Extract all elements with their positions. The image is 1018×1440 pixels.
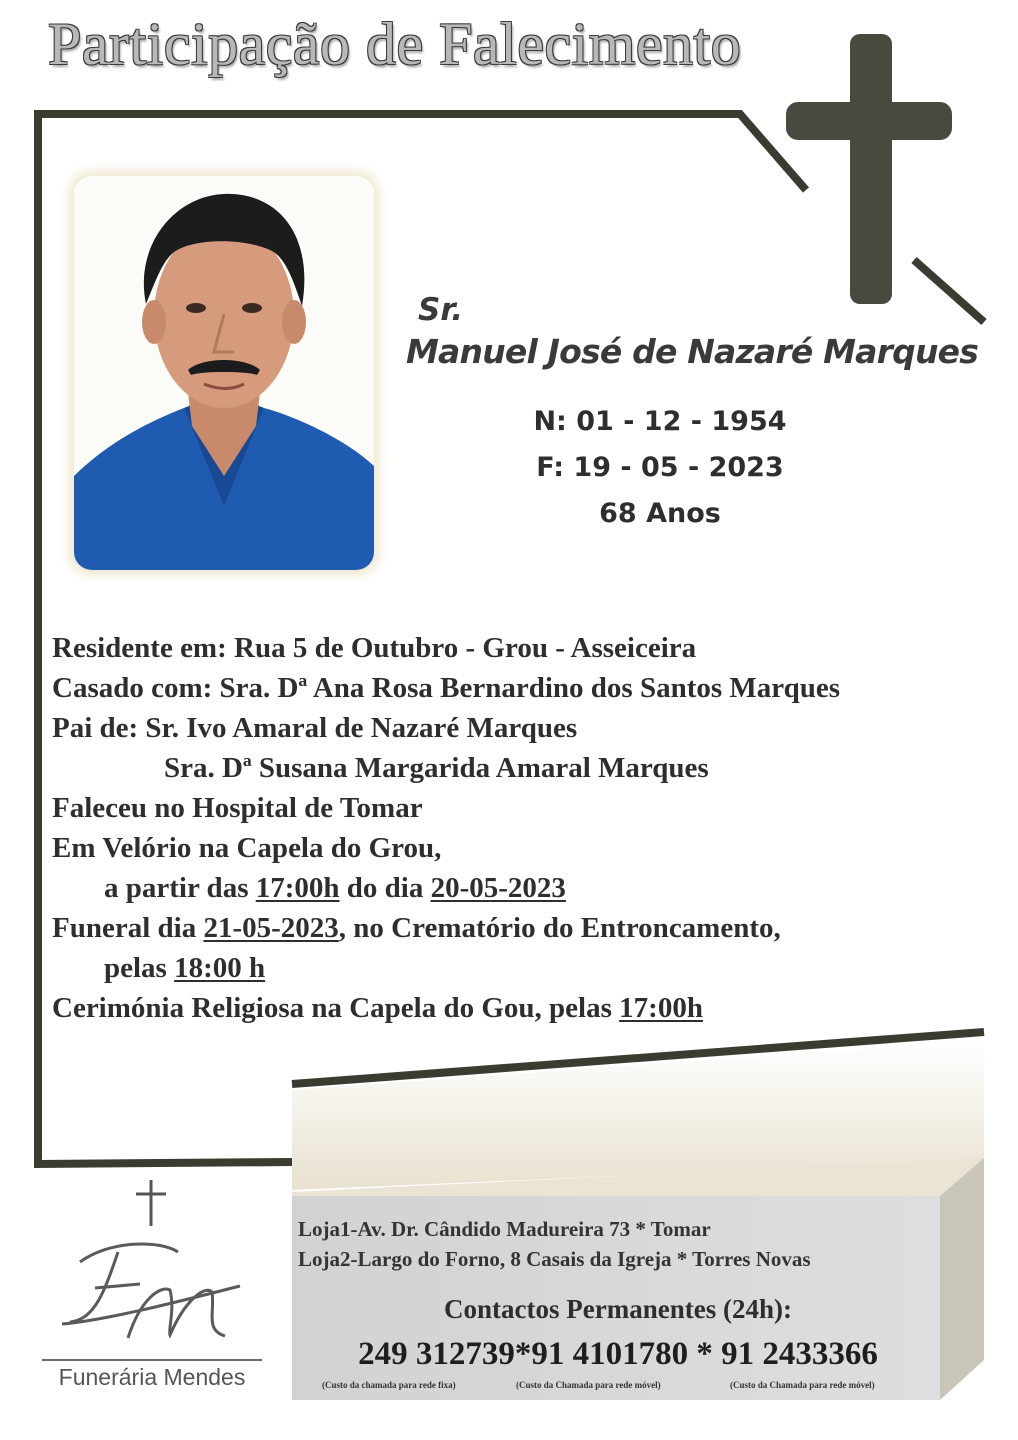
wake-date: 20-05-2023: [430, 872, 566, 904]
children-line-1: Pai de: Sr. Ivo Amaral de Nazaré Marques: [52, 712, 578, 744]
ceremony-time: 17:00h: [619, 992, 703, 1024]
funeral-prefix: Funeral dia: [52, 912, 204, 944]
wake-line: Em Velório na Capela do Grou,: [52, 832, 442, 864]
cost-note-fixed: (Custo da chamada para rede fixa): [322, 1380, 456, 1390]
wake-time: 17:00h: [255, 872, 340, 904]
wake-from-text: a partir das: [104, 872, 256, 904]
place-of-death-line: Faleceu no Hospital de Tomar: [52, 792, 423, 824]
cross-icon: [786, 34, 952, 304]
age: 68 Anos: [599, 498, 721, 529]
deceased-name: Manuel José de Nazaré Marques: [406, 332, 979, 371]
funeral-time: 18:00 h: [174, 952, 266, 984]
contacts-heading: Contactos Permanentes (24h):: [444, 1294, 792, 1324]
residence-line: Residente em: Rua 5 de Outubro - Grou - Asseiceira: [52, 632, 697, 664]
spouse-line: Casado com: Sra. Dª Ana Rosa Bernardino dos Santos Marques: [52, 672, 841, 704]
birth-date: N: 01 - 12 - 1954: [533, 406, 787, 437]
wake-time-line: [52, 868, 992, 908]
wake-day-text: do dia: [339, 872, 431, 904]
funeral-at-text: pelas: [104, 952, 175, 984]
cost-note-mobile-1: (Custo da Chamada para rede móvel): [516, 1380, 661, 1390]
honorific: Sr.: [418, 292, 463, 328]
ceremony-text: Cerimónia Religiosa na Capela do Gou, pelas: [52, 992, 620, 1024]
funeral-place: , no Crematório do Entroncamento,: [338, 912, 781, 944]
store-address-1: Loja1-Av. Dr. Cândido Madureira 73 * Tomar: [298, 1217, 711, 1241]
portrait-image: [74, 176, 374, 570]
store-address-2: Loja2-Largo do Forno, 8 Casais da Igreja * Torres Novas: [298, 1247, 811, 1271]
small-cross-icon: [136, 1180, 166, 1226]
phone-numbers: 249 312739*91 4101780 * 91 2433366: [358, 1336, 878, 1372]
funeral-home-name: Funerária Mendes: [58, 1364, 246, 1390]
children-line-2: Sra. Dª Susana Margarida Amaral Marques: [164, 752, 709, 784]
death-date: F: 19 - 05 - 2023: [536, 452, 784, 483]
contact-panel-content: [298, 1214, 938, 1390]
ceremony-line: [52, 988, 992, 1028]
page-title: Participação de Falecimento: [48, 11, 742, 77]
frame-border-right-upper: [914, 260, 984, 322]
obituary-details: [52, 628, 992, 1028]
cost-note-mobile-2: (Custo da Chamada para rede móvel): [730, 1380, 875, 1390]
contact-panel-side: [940, 1158, 984, 1400]
funeral-date: 21-05-2023: [203, 912, 339, 944]
portrait-photo: [74, 176, 374, 570]
logo-monogram-icon: [62, 1244, 240, 1338]
funeral-time-line: [52, 948, 992, 988]
funeral-line: [52, 908, 992, 948]
